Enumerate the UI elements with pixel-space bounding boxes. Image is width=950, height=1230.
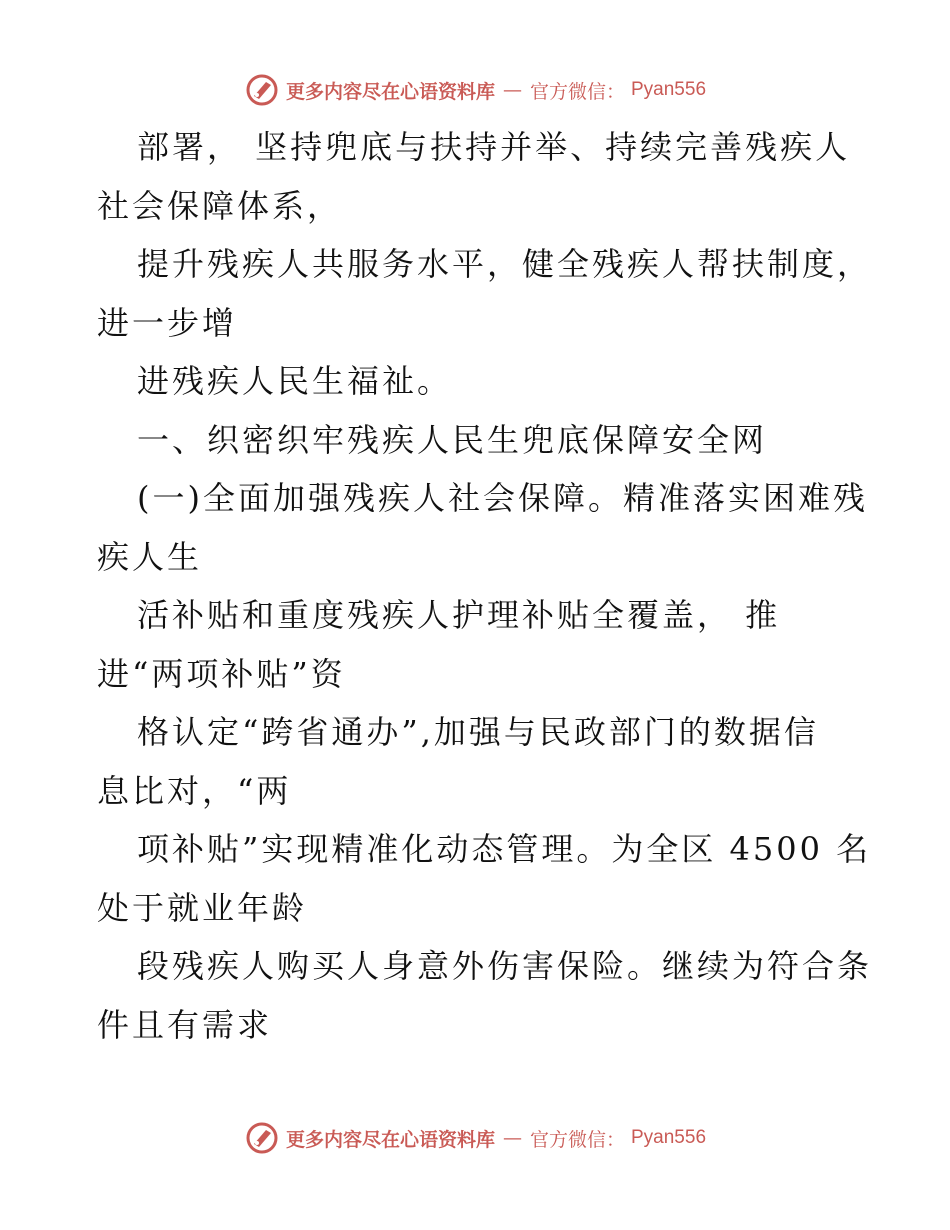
pen-nib-circle-icon (244, 72, 280, 108)
text-line: 件且有需求 (97, 1005, 273, 1044)
header-watermark (0, 70, 950, 110)
watermark-wechat-id: Pyan556 (631, 1127, 707, 1148)
text-line: 活补贴和重度残疾人护理补贴全覆盖， 推 (137, 596, 781, 634)
text-line: 格认定“跨省通办”,加强与民政部门的数据信 (137, 713, 819, 751)
text-line: 处于就业年龄 (97, 888, 308, 927)
watermark-group (244, 72, 706, 108)
watermark-group (244, 1120, 706, 1156)
text-line: 进“两项补贴”资 (97, 654, 346, 693)
text-line: 进一步增 (97, 303, 238, 342)
watermark-label: 官方微信： (529, 80, 625, 103)
text-line: 提升残疾人共服务水平，健全残疾人帮扶制度， (137, 245, 873, 283)
text-line: 进残疾人民生福祉。 (137, 362, 453, 400)
watermark-wechat-id: Pyan556 (631, 79, 707, 100)
pen-nib-circle-icon (244, 1120, 280, 1156)
text-line: 部署， 坚持兜底与扶持并举、持续完善残疾人 (137, 128, 851, 166)
text-line: 社会保障体系， (97, 186, 343, 225)
document-body (97, 118, 873, 1054)
watermark-site-text: 更多内容尽在心语资料库 (285, 80, 495, 103)
watermark-label: 官方微信： (529, 1128, 625, 1151)
text-line: 项补贴”实现精准化动态管理。为全区 4500 名 (137, 830, 872, 868)
text-line: 段残疾人购买人身意外伤害保险。继续为符合条 (137, 947, 873, 985)
text-line: 疾人生 (97, 537, 203, 576)
footer-watermark (0, 1118, 950, 1158)
text-line: (一)全面加强残疾人社会保障。精准落实困难残 (137, 479, 868, 517)
section-heading: 一、织密织牢残疾人民生兜底保障安全网 (137, 420, 768, 459)
watermark-site-text: 更多内容尽在心语资料库 (285, 1128, 495, 1151)
watermark-separator: — (502, 1127, 522, 1149)
text-line: 息比对，“两 (97, 771, 292, 810)
watermark-separator: — (502, 79, 522, 101)
